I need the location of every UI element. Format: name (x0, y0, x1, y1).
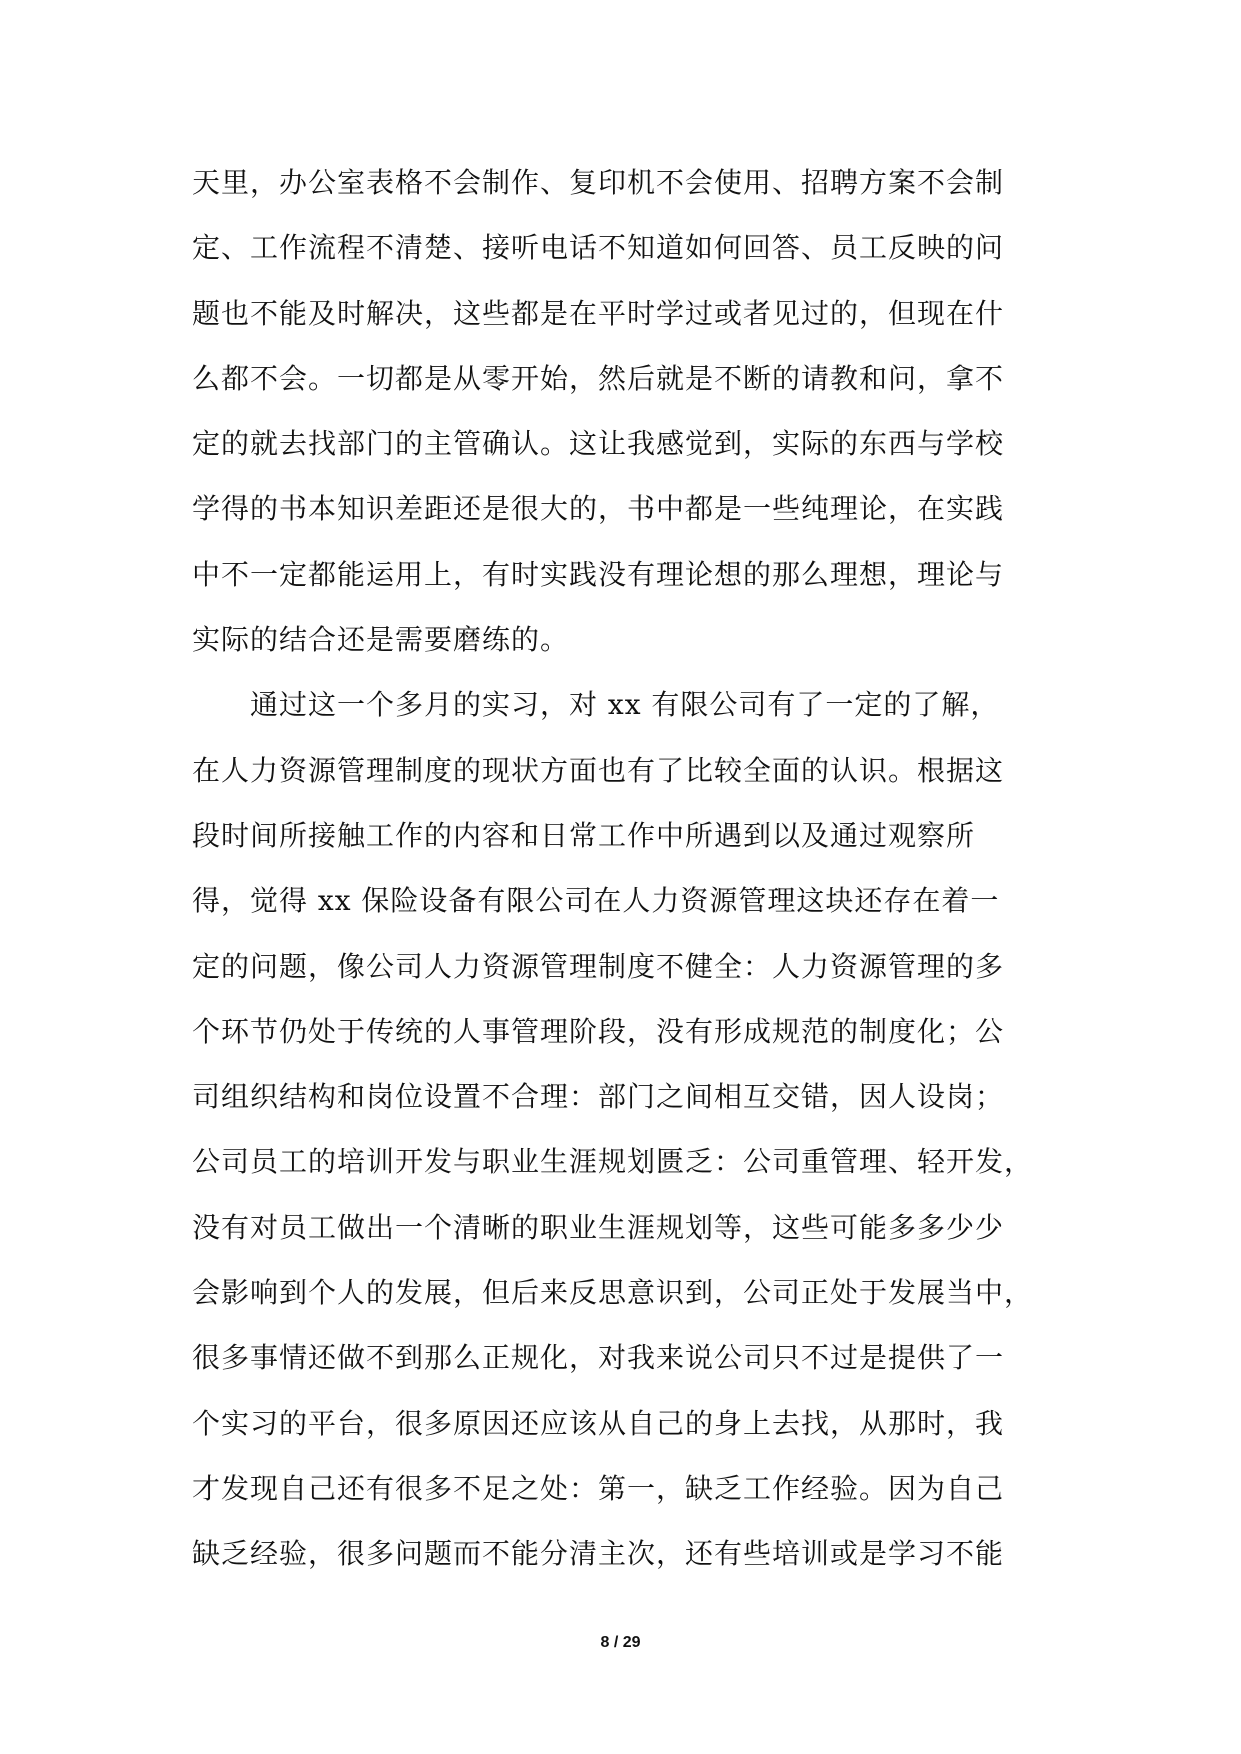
paragraph-first-line: 通过这一个多月的实习，对 xx 有限公司有了一定的了解， (250, 688, 1000, 722)
text-line: 实际的结合还是需要磨练的。 (192, 623, 570, 657)
text-line: 公司员工的培训开发与职业生涯规划匮乏：公司重管理、轻开发， (192, 1145, 1034, 1179)
text-line: 得，觉得 xx 保险设备有限公司在人力资源管理这块还存在着一 (192, 884, 1000, 918)
text-line: 天里，办公室表格不会制作、复印机不会使用、招聘方案不会制 (192, 166, 1005, 199)
text-line: 段时间所接触工作的内容和日常工作中所遇到以及通过观察所 (192, 818, 976, 852)
text-line: 题也不能及时解决，这些都是在平时学过或者见过的，但现在什 (192, 296, 1005, 330)
text-line: 没有对员工做出一个清晰的职业生涯规划等，这些可能多多少少 (192, 1210, 1005, 1244)
body-text (192, 150, 1054, 1587)
page-number: 8 / 29 (600, 1634, 641, 1651)
text-line: 中不一定都能运用上，有时实践没有理论想的那么理想，理论与 (192, 557, 1005, 591)
text-line: 定的就去找部门的主管确认。这让我感觉到，实际的东西与学校 (192, 427, 1005, 461)
text-line: 定的问题，像公司人力资源管理制度不健全：人力资源管理的多 (192, 949, 1005, 983)
text-line: 学得的书本知识差距还是很大的，书中都是一些纯理论，在实践 (192, 492, 1005, 526)
text-line: 才发现自己还有很多不足之处：第一，缺乏工作经验。因为自己 (192, 1471, 1005, 1505)
text-line: 缺乏经验，很多问题而不能分清主次，还有些培训或是学习不能 (192, 1537, 1005, 1571)
text-line: 个实习的平台，很多原因还应该从自己的身上去找，从那时，我 (192, 1406, 1005, 1440)
text-line: 定、工作流程不清楚、接听电话不知道如何回答、员工反映的问 (192, 231, 1005, 265)
text-line: 很多事情还做不到那么正规化，对我来说公司只不过是提供了一 (192, 1341, 1005, 1375)
text-line: 会影响到个人的发展，但后来反思意识到，公司正处于发展当中， (192, 1276, 1034, 1310)
text-line: 个环节仍处于传统的人事管理阶段，没有形成规范的制度化；公 (192, 1014, 1005, 1048)
text-line: 么都不会。一切都是从零开始，然后就是不断的请教和问，拿不 (192, 361, 1005, 395)
text-line: 在人力资源管理制度的现状方面也有了比较全面的认识。根据这 (192, 753, 1005, 787)
text-line: 司组织结构和岗位设置不合理：部门之间相互交错，因人设岗； (192, 1080, 1005, 1114)
